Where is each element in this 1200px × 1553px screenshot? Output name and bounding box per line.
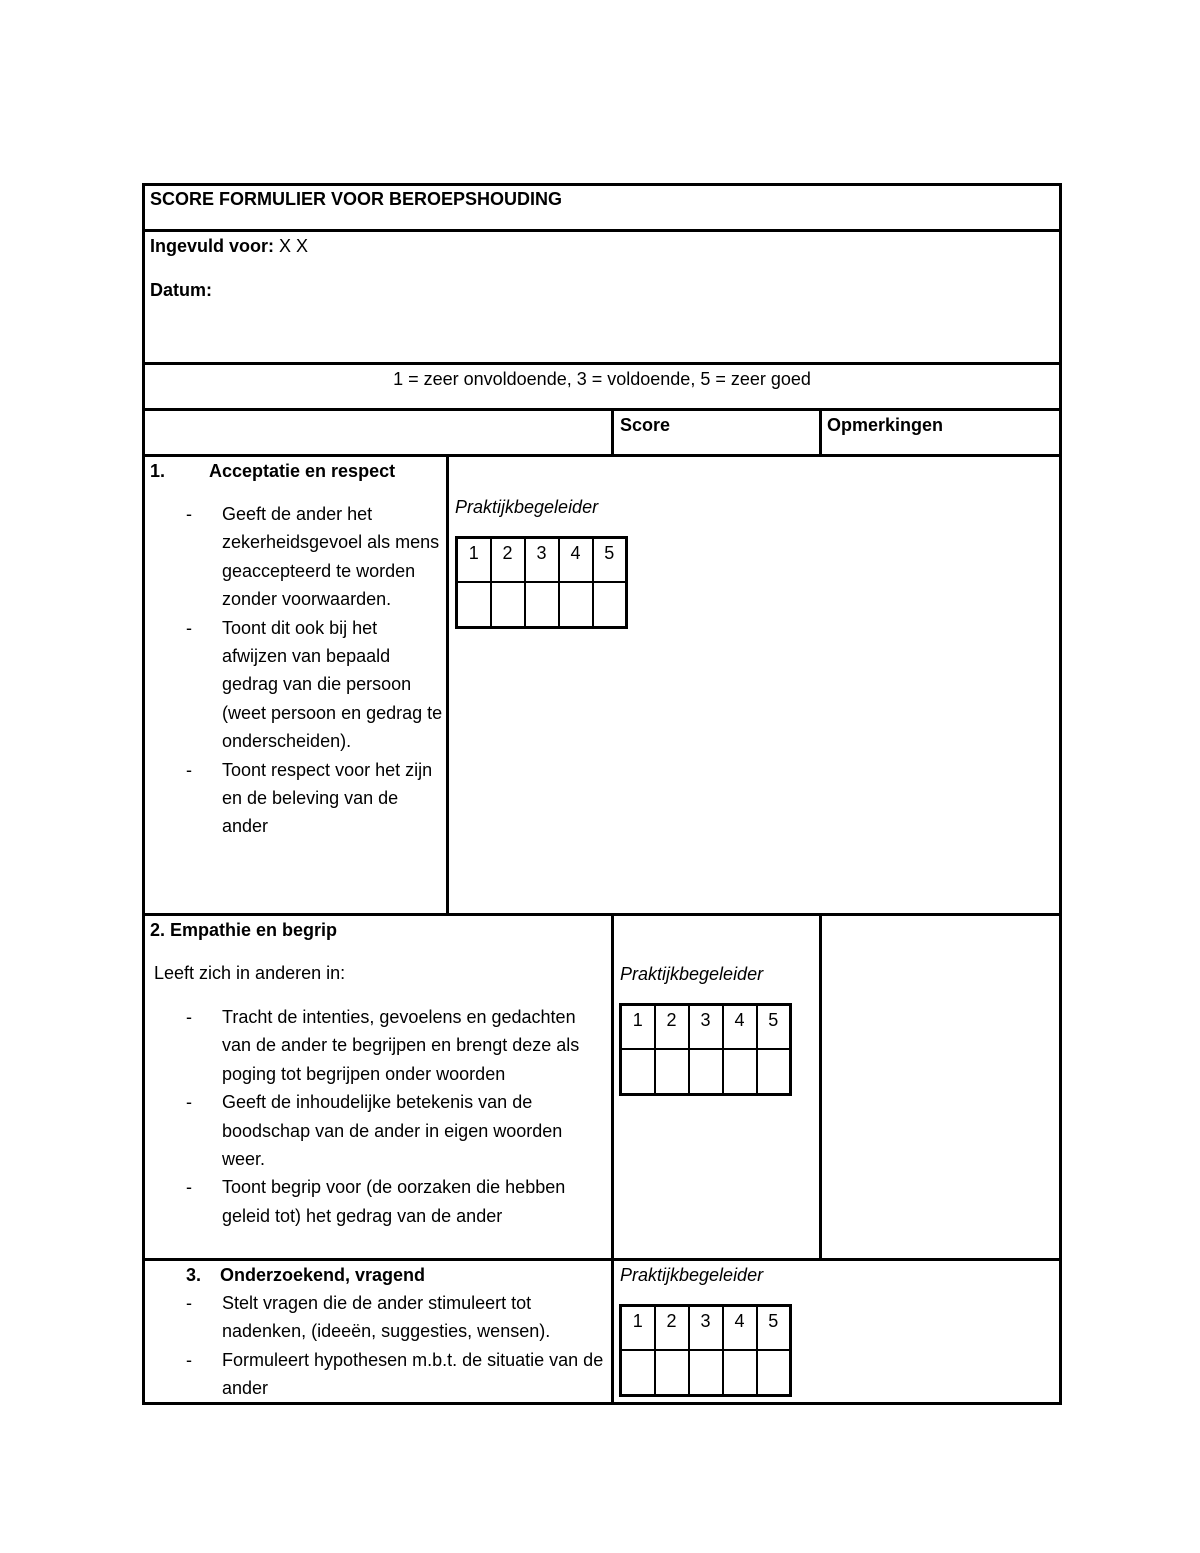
score-cell[interactable] [559, 582, 593, 628]
row-divider [142, 408, 1062, 411]
list-item: - Stelt vragen die de ander stimuleert tot nadenken, (ideeën, suggesties, wensen). [186, 1293, 551, 1342]
score-cell[interactable] [689, 1049, 723, 1095]
col-divider [611, 408, 614, 457]
section-3-criteria [146, 1289, 608, 1403]
table-border-top [142, 183, 1062, 186]
score-cell[interactable] [689, 1350, 723, 1396]
score-label: 4 [723, 1306, 757, 1350]
filled-for-value: X X [279, 236, 309, 256]
section-3-title: Onderzoekend, vragend [220, 1265, 426, 1285]
row-divider [142, 454, 1062, 457]
col-divider [611, 1258, 614, 1405]
score-label: 1 [621, 1005, 655, 1049]
section-1-score-grid[interactable] [455, 536, 628, 629]
score-label: 2 [655, 1005, 689, 1049]
score-label: 1 [457, 538, 491, 582]
score-cell[interactable] [457, 582, 491, 628]
section-2-title: 2. Empathie en begrip [150, 920, 338, 940]
filled-for-label: Ingevuld voor: [150, 236, 275, 256]
section-2-score-grid[interactable] [619, 1003, 792, 1096]
section-3-score-grid[interactable] [619, 1304, 792, 1397]
row-divider [142, 913, 1062, 916]
list-item: - Tracht de intenties, gevoelens en gedachten van de ander te begrijpen en brengt deze als poging tot begrijpen onder woorden [186, 1007, 580, 1084]
list-item: - Toont begrip voor (de oorzaken die hebben geleid tot) het gedrag van de ander [186, 1177, 566, 1226]
list-item: - Formuleert hypothesen m.b.t. de situatie van de ander [186, 1349, 604, 1399]
list-item: - Geeft de inhoudelijke betekenis van de boodschap van de ander in eigen woorden weer. [186, 1092, 563, 1170]
section-1-number: 1. [150, 461, 166, 481]
table-border-left [142, 183, 145, 1405]
score-cell[interactable] [757, 1350, 791, 1396]
score-cell[interactable] [621, 1350, 655, 1396]
score-cell[interactable] [723, 1049, 757, 1095]
list-item: - Toont respect voor het zijn en de beleving van de ander [186, 759, 433, 837]
section-3-number: 3. [186, 1265, 202, 1285]
col-divider [446, 454, 449, 916]
score-cell[interactable] [655, 1350, 689, 1396]
list-item: - Geeft de ander het zekerheidsgevoel als mens geaccepteerd te worden zonder voorwaarden. [186, 504, 440, 610]
row-divider [142, 1258, 1062, 1261]
section-1-role-label: Praktijkbegeleider [455, 497, 599, 517]
score-label: 2 [655, 1306, 689, 1350]
score-cell[interactable] [757, 1049, 791, 1095]
score-cell[interactable] [491, 582, 525, 628]
filled-for-line [150, 235, 308, 257]
score-label: 1 [621, 1306, 655, 1350]
column-header-remarks: Opmerkingen [827, 415, 944, 435]
score-label: 5 [593, 538, 627, 582]
score-cell[interactable] [655, 1049, 689, 1095]
scale-legend: 1 = zeer onvoldoende, 3 = voldoende, 5 = zeer goed [393, 369, 811, 389]
column-header-score: Score [620, 415, 671, 435]
form-title: SCORE FORMULIER VOOR BEROEPSHOUDING [150, 189, 563, 209]
score-label: 3 [689, 1005, 723, 1049]
score-label: 2 [491, 538, 525, 582]
score-label: 3 [689, 1306, 723, 1350]
col-divider [819, 408, 822, 457]
score-label: 5 [757, 1005, 791, 1049]
row-divider [142, 229, 1062, 232]
score-cell[interactable] [621, 1049, 655, 1095]
score-label: 3 [525, 538, 559, 582]
date-label: Datum: [150, 280, 212, 300]
section-1-criteria [146, 500, 446, 841]
section-3-role-label: Praktijkbegeleider [620, 1265, 764, 1285]
col-divider [611, 913, 614, 1261]
score-label: 4 [559, 538, 593, 582]
list-item: - Toont dit ook bij het afwijzen van bepaald gedrag van die persoon (weet persoon en gedrag te onderscheiden). [186, 617, 443, 752]
table-border-right [1059, 183, 1062, 1405]
section-2-intro: Leeft zich in anderen in: [154, 963, 346, 983]
section-2-role-label: Praktijkbegeleider [620, 964, 764, 984]
score-label: 5 [757, 1306, 791, 1350]
row-divider [142, 362, 1062, 365]
score-cell[interactable] [593, 582, 627, 628]
score-cell[interactable] [525, 582, 559, 628]
section-2-criteria [146, 1003, 608, 1230]
section-1-title: Acceptatie en respect [209, 461, 396, 481]
col-divider [819, 913, 822, 1261]
score-cell[interactable] [723, 1350, 757, 1396]
score-label: 4 [723, 1005, 757, 1049]
